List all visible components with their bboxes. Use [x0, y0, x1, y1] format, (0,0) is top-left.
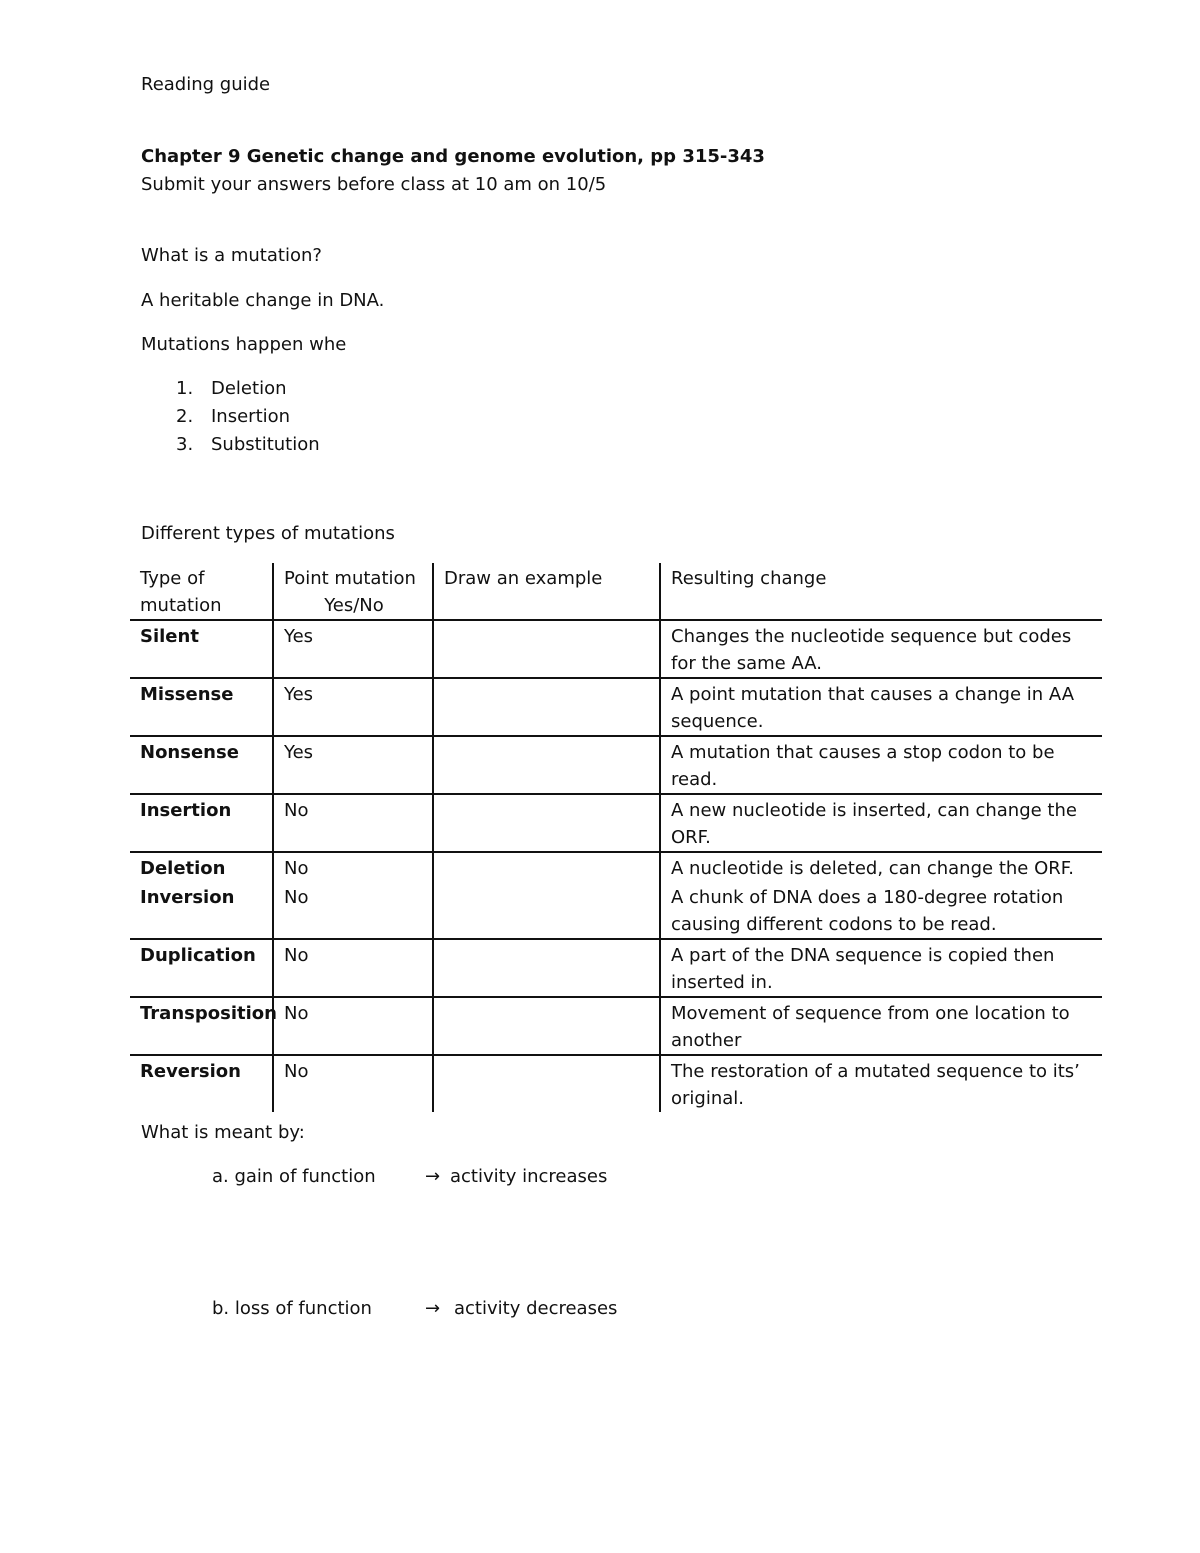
- table-header-row: [130, 563, 1102, 620]
- table-row: [130, 882, 1102, 939]
- list-item-number: 1.: [176, 378, 194, 399]
- list-item-substitution: Substitution: [211, 434, 320, 455]
- cell-type: Duplication: [130, 939, 273, 997]
- cell-result: A chunk of DNA does a 180-degree rotation causing different codons to be read.: [660, 882, 1102, 939]
- cell-draw: [433, 852, 660, 882]
- chapter-title: Chapter 9 Genetic change and genome evolution, pp 315-343: [141, 146, 765, 167]
- item-b-answer: activity decreases: [454, 1298, 618, 1319]
- cell-point: No: [273, 794, 433, 852]
- mutations-intro: Mutations happen whe: [141, 334, 347, 355]
- cell-draw: [433, 997, 660, 1055]
- cell-draw: [433, 620, 660, 678]
- cell-point: Yes: [273, 678, 433, 736]
- table-title: Different types of mutations: [141, 523, 395, 544]
- table-row: [130, 620, 1102, 678]
- table-row: [130, 939, 1102, 997]
- table-row: [130, 852, 1102, 882]
- header-draw-example: Draw an example: [433, 563, 660, 620]
- cell-result: A mutation that causes a stop codon to be read.: [660, 736, 1102, 794]
- cell-point: No: [273, 852, 433, 882]
- table-row: [130, 736, 1102, 794]
- cell-type: Reversion: [130, 1055, 273, 1112]
- header-type-of-mutation: [130, 563, 273, 620]
- mutation-types-table: [130, 563, 1102, 1112]
- cell-result: A new nucleotide is inserted, can change the ORF.: [660, 794, 1102, 852]
- item-a-answer: activity increases: [450, 1166, 608, 1187]
- header-text: Yes/No: [324, 595, 384, 616]
- cell-draw: [433, 736, 660, 794]
- table-row: [130, 678, 1102, 736]
- cell-draw: [433, 882, 660, 939]
- cell-draw: [433, 794, 660, 852]
- question-what-is-mutation: What is a mutation?: [141, 245, 322, 266]
- cell-type: Insertion: [130, 794, 273, 852]
- cell-type: Deletion: [130, 852, 273, 882]
- cell-result: A point mutation that causes a change in AA sequence.: [660, 678, 1102, 736]
- right-arrow-icon: →: [425, 1298, 441, 1319]
- cell-type: Transposition: [130, 997, 273, 1055]
- cell-draw: [433, 939, 660, 997]
- cell-result: Changes the nucleotide sequence but codes for the same AA.: [660, 620, 1102, 678]
- list-item-deletion: Deletion: [211, 378, 287, 399]
- submit-note: Submit your answers before class at 10 am on 10/5: [141, 174, 607, 195]
- header-text: mutation: [140, 595, 222, 616]
- list-item-number: 3.: [176, 434, 194, 455]
- cell-point: Yes: [273, 620, 433, 678]
- cell-type: Nonsense: [130, 736, 273, 794]
- cell-point: No: [273, 997, 433, 1055]
- cell-point: No: [273, 882, 433, 939]
- question-what-is-meant: What is meant by:: [141, 1122, 305, 1143]
- table-row: [130, 997, 1102, 1055]
- cell-type: Silent: [130, 620, 273, 678]
- cell-point: Yes: [273, 736, 433, 794]
- cell-point: No: [273, 1055, 433, 1112]
- cell-result: The restoration of a mutated sequence to its’ original.: [660, 1055, 1102, 1112]
- cell-point: No: [273, 939, 433, 997]
- answer-heritable-change: A heritable change in DNA.: [141, 290, 385, 311]
- item-a-label: a. gain of function: [212, 1166, 376, 1187]
- header-resulting-change: Resulting change: [660, 563, 1102, 620]
- cell-draw: [433, 678, 660, 736]
- header-text: Type of: [140, 568, 205, 589]
- cell-type: Inversion: [140, 887, 235, 908]
- cell-type: Missense: [130, 678, 273, 736]
- page-header: Reading guide: [141, 74, 271, 95]
- list-item-insertion: Insertion: [211, 406, 291, 427]
- item-b-label: b. loss of function: [212, 1298, 372, 1319]
- cell-result: A part of the DNA sequence is copied then inserted in.: [660, 939, 1102, 997]
- right-arrow-icon: →: [425, 1166, 441, 1187]
- list-item-number: 2.: [176, 406, 194, 427]
- header-point-mutation: [273, 563, 433, 620]
- cell-result: Movement of sequence from one location to another: [660, 997, 1102, 1055]
- cell-result: A nucleotide is deleted, can change the ORF.: [660, 852, 1102, 882]
- header-text: Point mutation: [284, 568, 416, 589]
- table-row: [130, 1055, 1102, 1112]
- table-row: [130, 794, 1102, 852]
- cell-draw: [433, 1055, 660, 1112]
